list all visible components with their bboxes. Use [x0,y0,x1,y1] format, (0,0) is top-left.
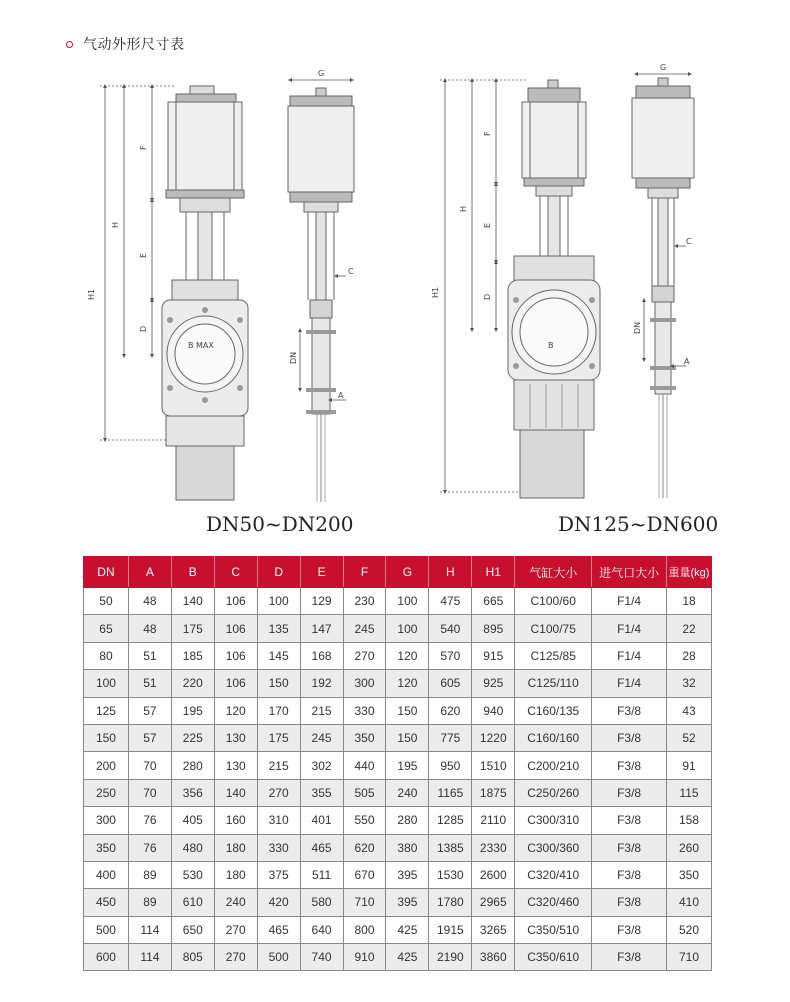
table-cell: 1530 [429,861,472,888]
table-cell: 380 [386,834,429,861]
table-cell: 175 [171,615,214,642]
table-row [84,779,712,806]
table-header-row [84,557,712,588]
left-dim-b: B MAX [188,341,214,350]
table-cell: 330 [343,697,386,724]
table-cell: F3/8 [592,697,667,724]
header-h: H [429,557,472,588]
table-cell: 620 [343,834,386,861]
table-cell: 450 [84,889,129,916]
table-cell: 950 [429,752,472,779]
table-cell: 100 [84,670,129,697]
right-side-view [632,74,694,498]
table-cell: 130 [214,752,257,779]
table-cell: 475 [429,588,472,615]
table-cell: F3/8 [592,944,667,971]
right-dim-e: E [483,222,492,228]
header-e: E [300,557,343,588]
table-cell: 280 [386,807,429,834]
table-cell: C300/310 [515,807,592,834]
table-cell: 2190 [429,944,472,971]
table-cell: 280 [171,752,214,779]
table-cell: 600 [84,944,129,971]
table-cell: 1285 [429,807,472,834]
left-dim-a: A [338,391,344,400]
table-cell: 915 [472,642,515,669]
table-body [84,588,712,971]
table-cell: 605 [429,670,472,697]
table-cell: 18 [667,588,712,615]
table-cell: C250/260 [515,779,592,806]
table-cell: 400 [84,861,129,888]
table-cell: 250 [84,779,129,806]
left-dim-d: D [139,325,148,332]
table-cell: 356 [171,779,214,806]
table-cell: 57 [128,724,171,751]
dimension-table [83,556,712,971]
table-cell: 805 [171,944,214,971]
table-row [84,807,712,834]
table-cell: 302 [300,752,343,779]
table-cell: 195 [386,752,429,779]
table-cell: C200/210 [515,752,592,779]
table-cell: 125 [84,697,129,724]
table-cell: 225 [171,724,214,751]
table-cell: 168 [300,642,343,669]
header-weight: 重量(kg) [667,557,712,588]
header-g: G [386,557,429,588]
table-cell: 28 [667,642,712,669]
table-cell: 895 [472,615,515,642]
table-cell: 185 [171,642,214,669]
table-cell: 395 [386,889,429,916]
table-cell: 106 [214,588,257,615]
left-dim-h: H [111,221,120,228]
table-cell: 775 [429,724,472,751]
left-side-view [288,80,354,502]
table-cell: C300/360 [515,834,592,861]
table-cell: 1220 [472,724,515,751]
header-b: B [171,557,214,588]
table-cell: F3/8 [592,779,667,806]
table-cell: 310 [257,807,300,834]
table-cell: 150 [84,724,129,751]
table-cell: 550 [343,807,386,834]
table-cell: 2600 [472,861,515,888]
table-cell: 910 [343,944,386,971]
table-row [84,670,712,697]
table-cell: 330 [257,834,300,861]
table-cell: 245 [343,615,386,642]
table-cell: 940 [472,697,515,724]
table-cell: F3/8 [592,752,667,779]
table-cell: 91 [667,752,712,779]
header-a: A [128,557,171,588]
table-cell: 240 [214,889,257,916]
section-title-text: 气动外形尺寸表 [83,37,185,53]
table-cell: 500 [84,916,129,943]
table-row [84,615,712,642]
table-cell: 106 [214,615,257,642]
table-cell: C350/510 [515,916,592,943]
table-cell: 43 [667,697,712,724]
table-cell: 270 [257,779,300,806]
table-cell: C350/610 [515,944,592,971]
table-cell: 570 [429,642,472,669]
table-cell: C160/160 [515,724,592,751]
table-cell: 106 [214,670,257,697]
table-cell: 22 [667,615,712,642]
table-cell: 48 [128,588,171,615]
table-cell: 270 [214,944,257,971]
table-cell: 2965 [472,889,515,916]
table-cell: 52 [667,724,712,751]
right-dim-g: G [660,63,667,72]
table-cell: 520 [667,916,712,943]
table-cell: 158 [667,807,712,834]
table-cell: 150 [386,697,429,724]
table-cell: 100 [386,615,429,642]
table-cell: 150 [386,724,429,751]
left-dim-dn: DN [289,351,298,364]
right-dim-b: B [548,341,554,350]
right-dim-c: C [686,237,692,246]
table-row [84,697,712,724]
table-row [84,944,712,971]
table-cell: 180 [214,834,257,861]
table-cell: 135 [257,615,300,642]
table-cell: 410 [667,889,712,916]
table-cell: 395 [386,861,429,888]
table-cell: 140 [171,588,214,615]
table-cell: F1/4 [592,588,667,615]
table-cell: C100/75 [515,615,592,642]
table-cell: 76 [128,807,171,834]
table-cell: 245 [300,724,343,751]
table-cell: 580 [300,889,343,916]
table-cell: 114 [128,916,171,943]
table-cell: 100 [257,588,300,615]
table-cell: 425 [386,944,429,971]
header-h1: H1 [472,557,515,588]
right-dim-dn: DN [633,321,642,334]
right-dim-f: F [483,131,492,136]
table-cell: F1/4 [592,615,667,642]
table-cell: 3265 [472,916,515,943]
table-cell: 100 [386,588,429,615]
table-cell: 215 [257,752,300,779]
table-cell: F1/4 [592,670,667,697]
header-f: F [343,557,386,588]
table-cell: 800 [343,916,386,943]
table-cell: C125/110 [515,670,592,697]
table-cell: 610 [171,889,214,916]
table-cell: 1165 [429,779,472,806]
table-row [84,861,712,888]
left-dim-c: C [348,267,354,276]
table-cell: 511 [300,861,343,888]
table-cell: C125/85 [515,642,592,669]
right-dim-h: H [459,205,468,212]
table-cell: 130 [214,724,257,751]
table-cell: 57 [128,697,171,724]
table-cell: 505 [343,779,386,806]
table-cell: 240 [386,779,429,806]
table-cell: 425 [386,916,429,943]
table-cell: 530 [171,861,214,888]
right-drawing-caption: DN125~DN600 [558,512,719,536]
table-cell: 195 [171,697,214,724]
table-cell: 32 [667,670,712,697]
table-cell: 405 [171,807,214,834]
table-cell: 1875 [472,779,515,806]
header-d: D [257,557,300,588]
table-cell: 670 [343,861,386,888]
table-cell: F3/8 [592,861,667,888]
table-cell: 740 [300,944,343,971]
table-cell: 300 [343,670,386,697]
table-row [84,752,712,779]
right-dim-h1: H1 [431,286,440,298]
table-cell: 3860 [472,944,515,971]
table-cell: 1915 [429,916,472,943]
table-row [84,588,712,615]
table-cell: 350 [343,724,386,751]
table-cell: C320/410 [515,861,592,888]
right-dim-a: A [684,357,690,366]
table-cell: 465 [257,916,300,943]
table-cell: 480 [171,834,214,861]
table-cell: 2110 [472,807,515,834]
table-cell: F3/8 [592,889,667,916]
table-cell: 350 [84,834,129,861]
table-cell: 51 [128,642,171,669]
table-cell: 215 [300,697,343,724]
table-cell: C100/60 [515,588,592,615]
table-cell: 925 [472,670,515,697]
right-front-view [440,80,600,498]
table-cell: 650 [171,916,214,943]
table-cell: 140 [214,779,257,806]
table-cell: 640 [300,916,343,943]
table-row [84,916,712,943]
left-front-view [100,86,248,500]
table-cell: 180 [214,861,257,888]
table-cell: 1510 [472,752,515,779]
table-cell: 260 [667,834,712,861]
header-cylinder-size: 气缸大小 [515,557,592,588]
table-cell: 300 [84,807,129,834]
table-cell: F1/4 [592,642,667,669]
table-cell: 220 [171,670,214,697]
table-cell: C160/135 [515,697,592,724]
table-cell: C320/460 [515,889,592,916]
table-cell: 106 [214,642,257,669]
table-row [84,724,712,751]
table-cell: 114 [128,944,171,971]
table-row [84,642,712,669]
table-cell: 70 [128,779,171,806]
table-cell: 401 [300,807,343,834]
table-cell: 145 [257,642,300,669]
table-cell: 710 [343,889,386,916]
table-row [84,834,712,861]
table-cell: 115 [667,779,712,806]
table-cell: 1385 [429,834,472,861]
table-cell: 48 [128,615,171,642]
table-cell: F3/8 [592,724,667,751]
right-dim-d: D [483,293,492,300]
table-cell: F3/8 [592,916,667,943]
table-cell: 170 [257,697,300,724]
table-cell: 80 [84,642,129,669]
table-cell: 200 [84,752,129,779]
table-cell: 355 [300,779,343,806]
table-cell: 500 [257,944,300,971]
table-cell: F3/8 [592,834,667,861]
table-cell: 192 [300,670,343,697]
table-cell: 89 [128,861,171,888]
table-cell: 465 [300,834,343,861]
table-cell: 270 [343,642,386,669]
table-cell: 65 [84,615,129,642]
table-cell: 120 [386,670,429,697]
table-cell: 350 [667,861,712,888]
table-cell: 50 [84,588,129,615]
table-cell: 120 [214,697,257,724]
table-cell: F3/8 [592,807,667,834]
left-dim-e: E [139,252,148,258]
table-cell: 2330 [472,834,515,861]
table-cell: 150 [257,670,300,697]
table-cell: 51 [128,670,171,697]
header-inlet-size: 进气口大小 [592,557,667,588]
table-cell: 710 [667,944,712,971]
table-cell: 665 [472,588,515,615]
table-cell: 1780 [429,889,472,916]
table-cell: 70 [128,752,171,779]
table-row [84,889,712,916]
table-cell: 76 [128,834,171,861]
left-dim-g: G [318,69,325,78]
header-dn: DN [84,557,129,588]
table-cell: 270 [214,916,257,943]
table-cell: 440 [343,752,386,779]
table-cell: 120 [386,642,429,669]
table-cell: 375 [257,861,300,888]
left-dim-h1: H1 [87,288,96,300]
table-cell: 620 [429,697,472,724]
table-cell: 129 [300,588,343,615]
table-cell: 230 [343,588,386,615]
table-cell: 420 [257,889,300,916]
table-cell: 160 [214,807,257,834]
left-drawing-caption: DN50~DN200 [206,512,354,536]
table-cell: 89 [128,889,171,916]
left-dim-f: F [139,145,148,150]
table-cell: 147 [300,615,343,642]
table-cell: 540 [429,615,472,642]
table-cell: 175 [257,724,300,751]
header-c: C [214,557,257,588]
